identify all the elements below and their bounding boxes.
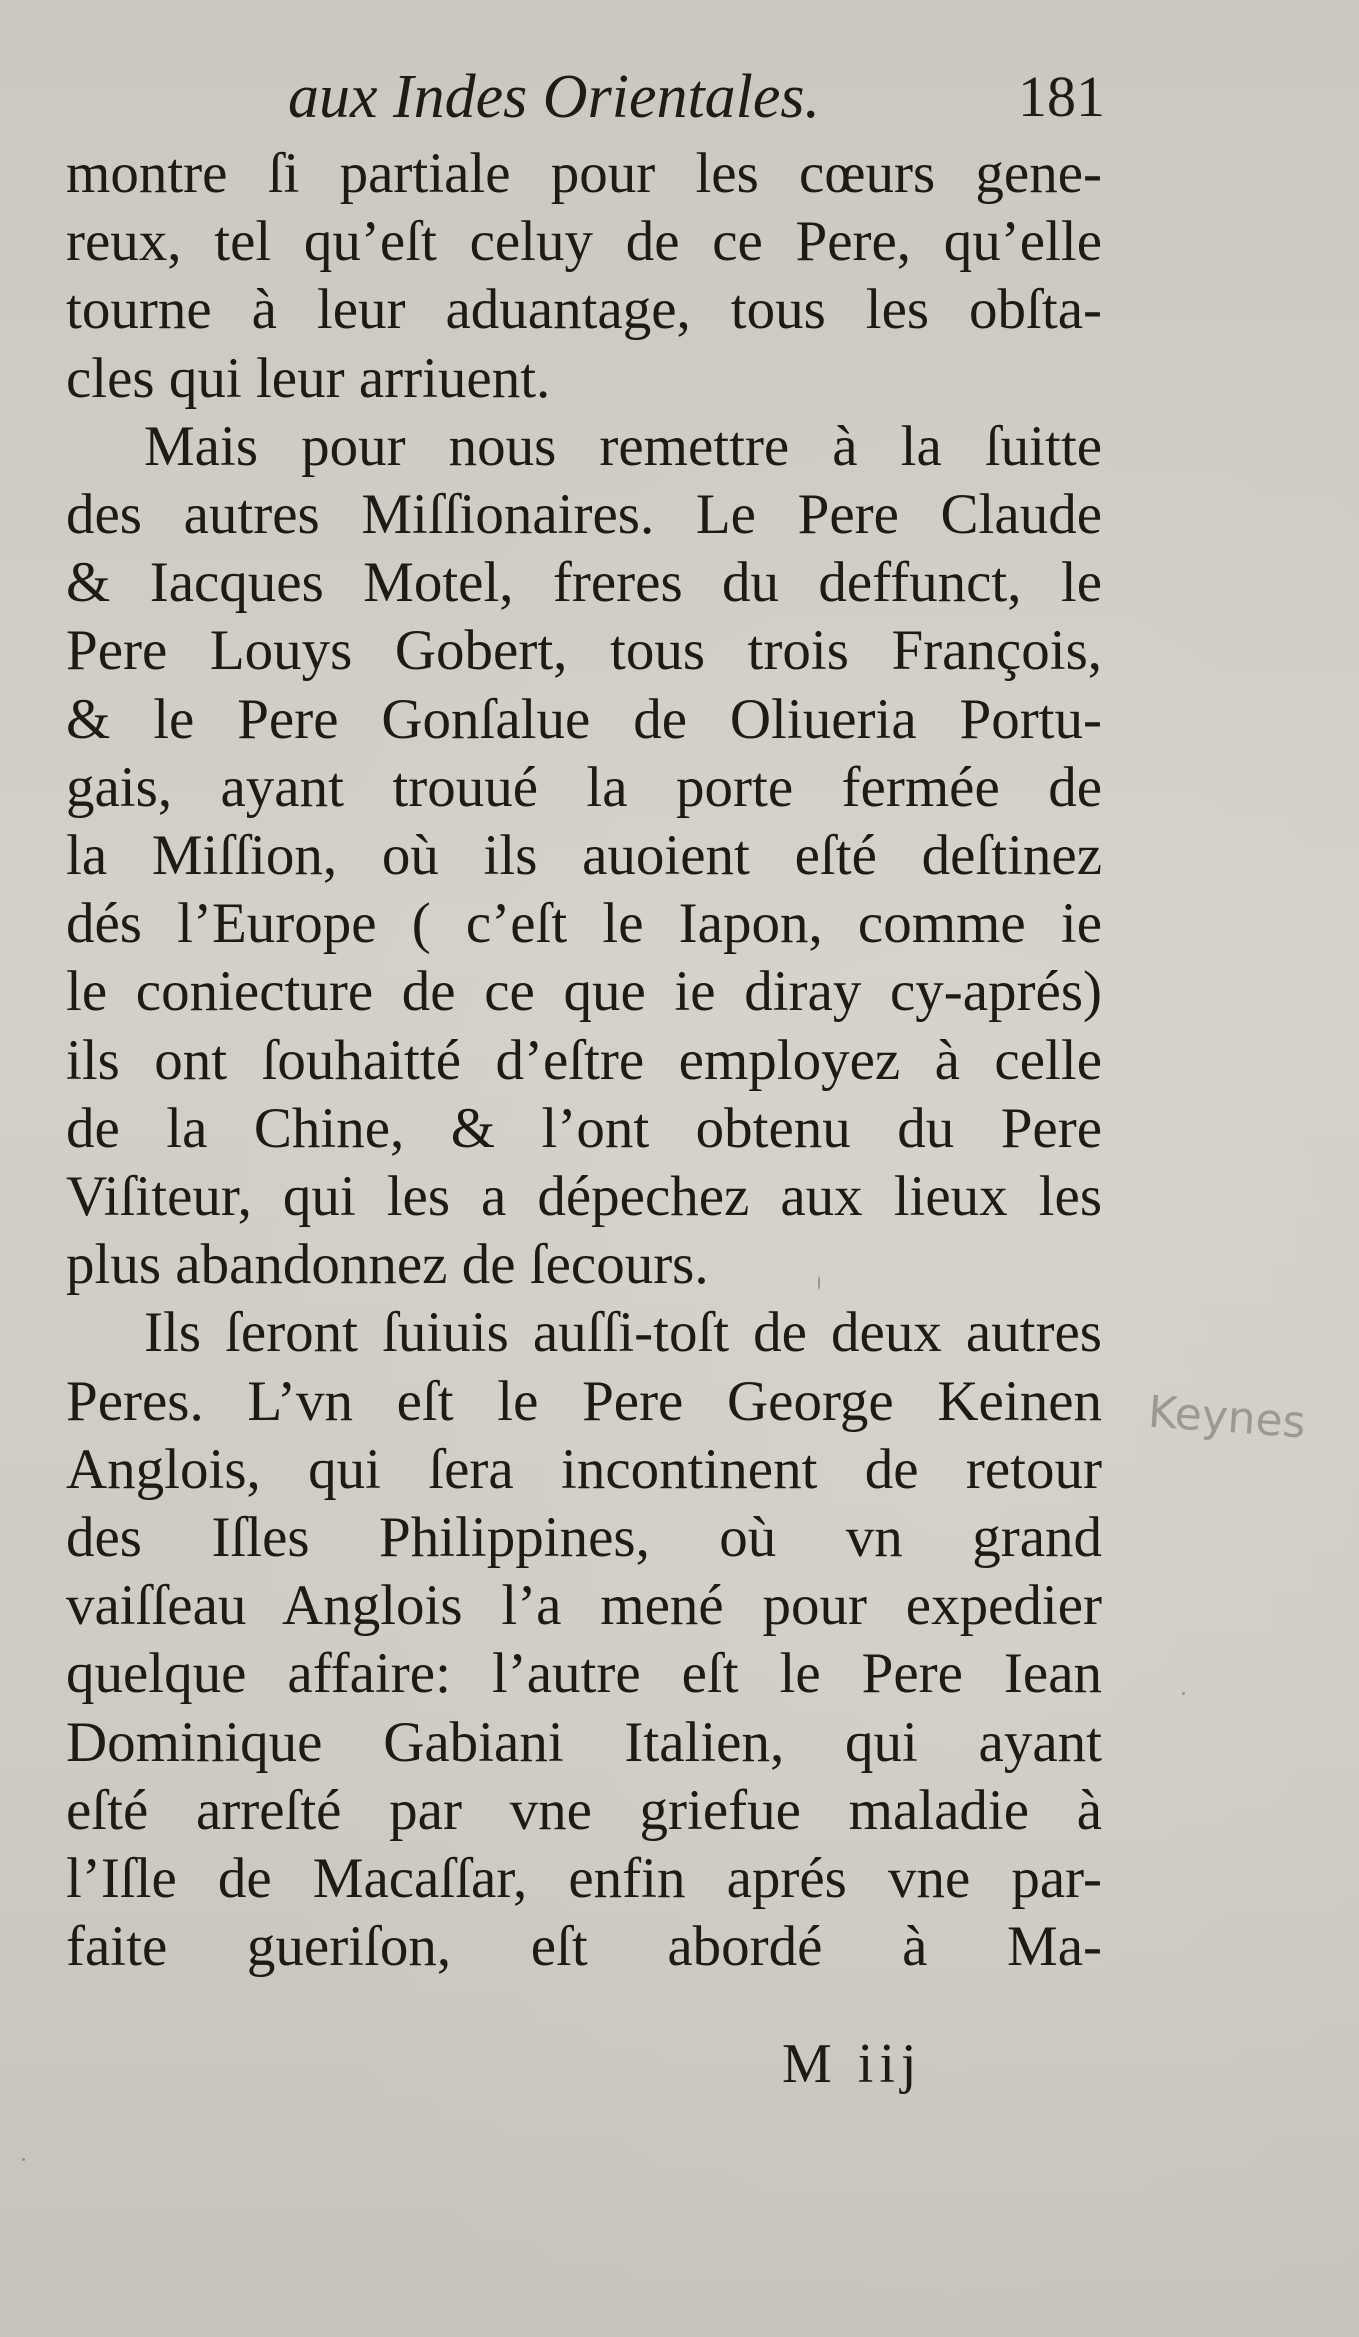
paper-speck	[818, 1276, 820, 1290]
text-line: Anglois, qui ſera incontinent de retour	[66, 1438, 1102, 1501]
text-line: eſté arreſté par vne griefue maladie à	[66, 1779, 1102, 1842]
paper-speck	[1182, 1692, 1185, 1695]
running-head-title: aux Indes Orientales.	[288, 63, 821, 131]
text-line: faite gueriſon, eſt abordé à Ma-	[66, 1915, 1102, 1978]
text-line: ils ont ſouhaitté d’eſtre employez à celle	[66, 1029, 1102, 1092]
text-line: plus abandonnez de ſecours.	[66, 1233, 709, 1296]
text-line: Ils ſeront ſuiuis auſſi-toſt de deux autres	[144, 1301, 1102, 1364]
text-line: Peres. L’vn eſt le Pere George Keinen	[66, 1370, 1102, 1433]
text-line: quelque affaire: l’autre eſt le Pere Iean	[66, 1642, 1102, 1705]
text-line: dés l’Europe ( c’eſt le Iapon, comme ie	[66, 892, 1102, 955]
text-line: tourne à leur aduantage, tous les obſta-	[66, 278, 1102, 341]
text-line: Pere Louys Gobert, tous trois François,	[66, 619, 1102, 682]
page-number: 181	[1018, 64, 1105, 129]
running-head	[0, 62, 1359, 132]
text-line: le coniecture de ce que ie diray cy-aprés)	[66, 960, 1102, 1023]
text-line: Dominique Gabiani Italien, qui ayant	[66, 1711, 1102, 1774]
text-line: Viſiteur, qui les a dépechez aux lieux les	[66, 1165, 1102, 1228]
signature-mark: M iij	[782, 2033, 923, 2095]
text-line: & le Pere Gonſalue de Oliueria Portu-	[66, 688, 1102, 751]
paper-speck	[22, 2158, 25, 2161]
text-line: gais, ayant trouué la porte fermée de	[66, 756, 1102, 819]
text-line: Mais pour nous remettre à la ſuitte	[144, 415, 1102, 478]
margin-pencil-note: Keynes	[1146, 1386, 1308, 1449]
text-line: l’Iſle de Macaſſar, enfin aprés vne par-	[66, 1847, 1102, 1910]
text-line: de la Chine, & l’ont obtenu du Pere	[66, 1097, 1102, 1160]
text-line: & Iacques Motel, freres du deffunct, le	[66, 551, 1102, 614]
text-line: vaiſſeau Anglois l’a mené pour expedier	[66, 1574, 1102, 1637]
text-line: montre ſi partiale pour les cœurs gene-	[66, 142, 1102, 205]
text-line: cles qui leur arriuent.	[66, 347, 551, 410]
text-line: la Miſſion, où ils auoient eſté deſtinez	[66, 824, 1102, 887]
text-line: des autres Miſſionaires. Le Pere Claude	[66, 483, 1102, 546]
text-line: reux, tel qu’eſt celuy de ce Pere, qu’elle	[66, 210, 1102, 273]
text-line: des Iſles Philippines, où vn grand	[66, 1506, 1102, 1569]
